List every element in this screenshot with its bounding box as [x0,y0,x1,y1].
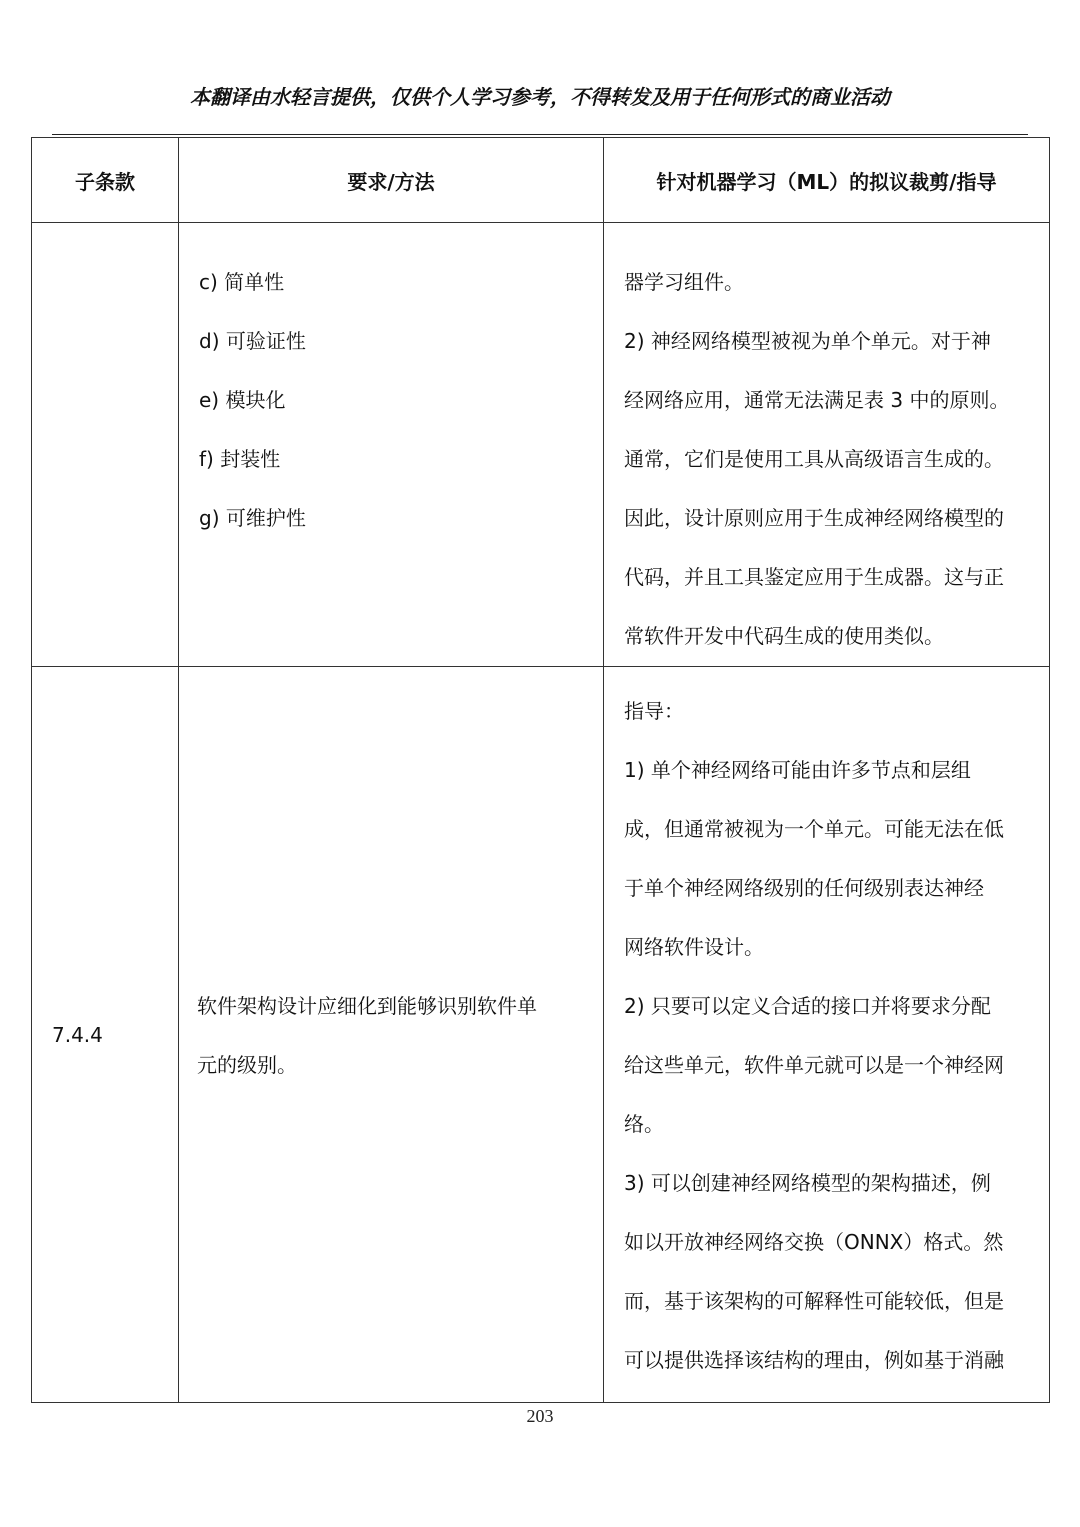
header-divider [52,134,1028,135]
requirement-cell [179,223,604,667]
requirement-line: 软件架构设计应细化到能够识别软件单 [197,994,537,1018]
guidance-line: 而，基于该架构的可解释性可能较低，但是 [624,1289,1004,1313]
guidance-line: 2) 神经网络模型被视为单个单元。对于神 [624,329,991,353]
guidance-line: 因此，设计原则应用于生成神经网络模型的 [624,506,1004,530]
table-row [32,223,1050,667]
subclause-cell [32,223,179,667]
guidance-line: 2) 只要可以定义合适的接口并将要求分配 [624,994,991,1018]
guidance-line: 通常，它们是使用工具从高级语言生成的。 [624,447,1004,471]
guidance-cell [604,667,1050,1403]
requirements-table [31,137,1050,1403]
guidance-line: 3) 可以创建神经网络模型的架构描述，例 [624,1171,991,1195]
guidance-line: 代码，并且工具鉴定应用于生成器。这与正 [624,565,1004,589]
guidance-line: 网络软件设计。 [624,935,764,959]
requirement-line: 元的级别。 [197,1053,297,1077]
subclause-cell: 7.4.4 [32,667,179,1403]
table-row [32,667,1050,1403]
guidance-line: 于单个神经网络级别的任何级别表达神经 [624,876,984,900]
header-notice: 本翻译由水轻言提供，仅供个人学习参考，不得转发及用于任何形式的商业活动 [190,85,890,109]
guidance-line: 经网络应用，通常无法满足表 3 中的原则。 [624,388,1010,412]
requirement-line: d) 可验证性 [199,329,306,353]
guidance-line: 成，但通常被视为一个单元。可能无法在低 [624,817,1004,841]
guidance-line: 络。 [624,1112,664,1136]
guidance-line: 1) 单个神经网络可能由许多节点和层组 [624,758,971,782]
column-header-guidance: 针对机器学习（ML）的拟议裁剪/指导 [604,138,1050,223]
guidance-line: 给这些单元，软件单元就可以是一个神经网 [624,1053,1004,1077]
column-header-subclause: 子条款 [32,138,179,223]
guidance-cell [604,223,1050,667]
requirement-cell [179,667,604,1403]
page-number: 203 [526,1406,554,1426]
requirement-line: g) 可维护性 [199,506,306,530]
guidance-line: 器学习组件。 [624,270,744,294]
table-header-row [32,138,1050,223]
guidance-line: 指导： [624,699,684,723]
requirement-line: c) 简单性 [199,270,285,294]
requirement-line: e) 模块化 [199,388,286,412]
column-header-requirement: 要求/方法 [179,138,604,223]
guidance-line: 如以开放神经网络交换（ONNX）格式。然 [624,1230,1004,1254]
guidance-line: 常软件开发中代码生成的使用类似。 [624,624,944,648]
guidance-line: 可以提供选择该结构的理由，例如基于消融 [624,1348,1004,1372]
requirement-line: f) 封装性 [199,447,281,471]
